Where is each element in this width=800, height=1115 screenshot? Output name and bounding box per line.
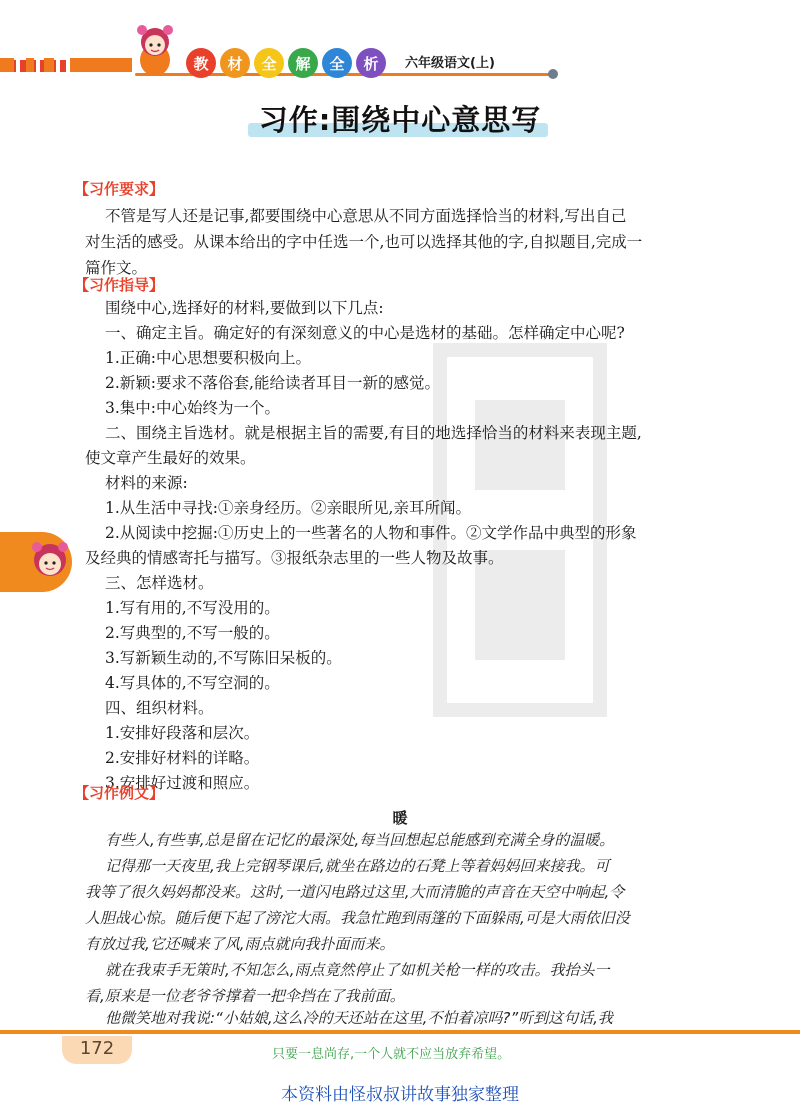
side-tab xyxy=(0,532,72,592)
text-line: 四、组织材料。 xyxy=(105,699,214,717)
essay-title: 暖 xyxy=(392,809,408,827)
essay-line: 就在我束手无策时,不知怎么,雨点竟然停止了如机关枪一样的攻击。我抬头一 xyxy=(105,961,610,979)
brand-char: 教 xyxy=(186,48,216,78)
mascot-girl-icon xyxy=(130,20,180,78)
text-line: 2.写典型的,不写一般的。 xyxy=(105,624,280,642)
brand-char: 材 xyxy=(220,48,250,78)
essay-line: 他微笑地对我说:“小姑娘,这么冷的天还站在这里,不怕着凉吗?”听到这句话,我 xyxy=(105,1009,613,1027)
text-line: 三、怎样选材。 xyxy=(105,574,214,592)
header-line-end-dot xyxy=(548,69,558,79)
brand-char: 全 xyxy=(254,48,284,78)
text-line: 篇作文。 xyxy=(85,259,148,277)
text-line: 1.从生活中寻找:①亲身经历。②亲眼所见,亲耳所闻。 xyxy=(105,499,471,517)
text-line: 及经典的情感寄托与描写。③报纸杂志里的一些人物及故事。 xyxy=(85,549,504,567)
page-title: 习作:围绕中心意思写 xyxy=(258,103,542,137)
page-number: 172 xyxy=(79,1038,115,1059)
text-line: 3.安排好过渡和照应。 xyxy=(105,774,260,792)
text-line: 2.从阅读中挖掘:①历史上的一些著名的人物和事件。②文学作品中典型的形象 xyxy=(105,524,637,542)
essay-line: 我等了很久妈妈都没来。这时,一道闪电路过这里,大而清脆的声音在天空中响起,令 xyxy=(85,883,625,901)
text-line: 3.集中:中心始终为一个。 xyxy=(105,399,281,417)
text-line: 1.正确:中心思想要积极向上。 xyxy=(105,349,312,367)
text-line: 4.写具体的,不写空洞的。 xyxy=(105,674,280,692)
text-line: 二、围绕主旨选材。就是根据主旨的需要,有目的地选择恰当的材料来表现主题, xyxy=(105,424,642,442)
essay-line: 记得那一天夜里,我上完钢琴课后,就坐在路边的石凳上等着妈妈回来接我。可 xyxy=(105,857,610,875)
essay-line: 看,原来是一位老爷爷撑着一把伞挡在了我前面。 xyxy=(85,987,405,1005)
section-label-requirement: 【习作要求】 xyxy=(74,180,165,198)
section-label-example: 【习作例文】 xyxy=(74,784,165,802)
brand-char: 全 xyxy=(322,48,352,78)
text-line: 对生活的感受。从课本给出的字中任选一个,也可以选择其他的字,自拟题目,完成一 xyxy=(85,233,643,251)
essay-line: 人胆战心惊。随后便下起了滂沱大雨。我急忙跑到雨篷的下面躲雨,可是大雨依旧没 xyxy=(85,909,630,927)
section-label-guidance: 【习作指导】 xyxy=(74,276,165,294)
text-line: 材料的来源: xyxy=(105,474,188,492)
text-line: 一、确定主旨。确定好的有深刻意义的中心是选材的基础。怎样确定中心呢? xyxy=(105,324,625,342)
brand-char: 析 xyxy=(356,48,386,78)
text-line: 不管是写人还是记事,都要围绕中心意思从不同方面选择恰当的材料,写出自己 xyxy=(105,207,627,225)
text-line: 2.新颖:要求不落俗套,能给读者耳目一新的感觉。 xyxy=(105,374,440,392)
mascot-face-icon xyxy=(30,538,70,584)
footer-motto: 只要一息尚存,一个人就不应当放弃希望。 xyxy=(272,1047,511,1062)
text-line: 使文章产生最好的效果。 xyxy=(85,449,256,467)
text-line: 1.写有用的,不写没用的。 xyxy=(105,599,280,617)
grade-label: 六年级语文(上) xyxy=(405,56,495,71)
text-line: 围绕中心,选择好的材料,要做到以下几点: xyxy=(105,299,384,317)
footer-line xyxy=(0,1030,800,1034)
text-line: 3.写新颖生动的,不写陈旧呆板的。 xyxy=(105,649,342,667)
brand-char: 解 xyxy=(288,48,318,78)
source-notice: 本资料由怪叔叔讲故事独家整理 xyxy=(281,1085,519,1105)
essay-line: 有些人,有些事,总是留在记忆的最深处,每当回想起总能感到充满全身的温暖。 xyxy=(105,831,615,849)
series-brand xyxy=(186,48,386,78)
text-line: 1.安排好段落和层次。 xyxy=(105,724,260,742)
essay-line: 有放过我,它还喊来了风,雨点就向我扑面而来。 xyxy=(85,935,395,953)
text-line: 2.安排好材料的详略。 xyxy=(105,749,260,767)
